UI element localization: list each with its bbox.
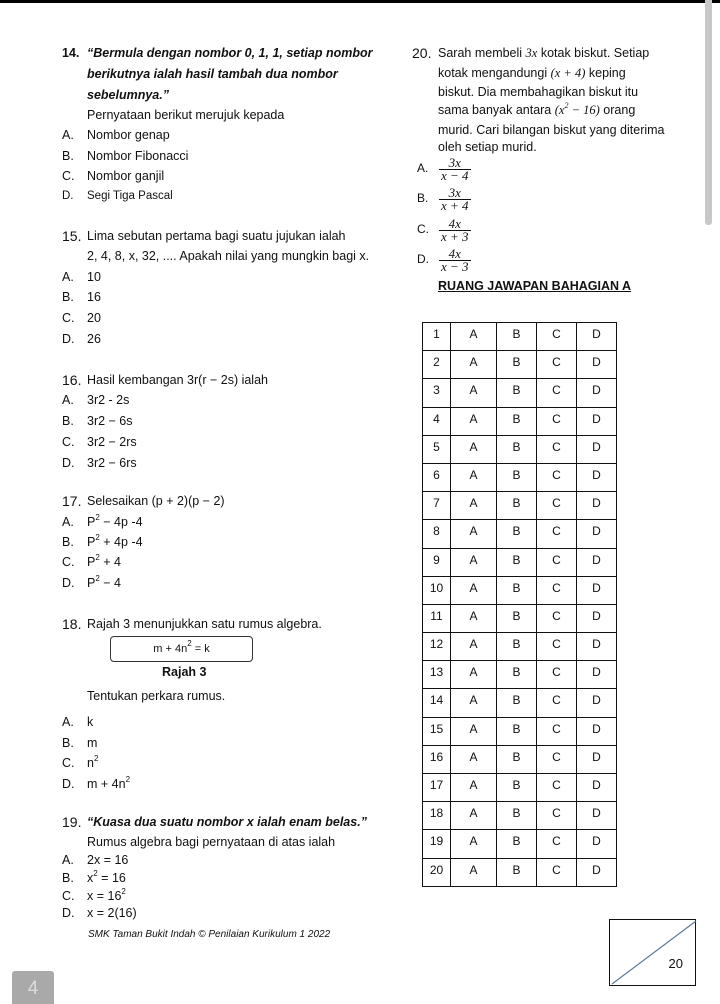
answer-choice-d[interactable]: D xyxy=(577,745,617,773)
answer-row-number: 17 xyxy=(423,774,451,802)
question-stem-line: oleh setiap murid. xyxy=(438,140,537,154)
option-text xyxy=(87,573,121,593)
option-text xyxy=(87,903,137,923)
question-stem-line: biskut. Dia membahagikan biskut itu xyxy=(438,85,639,99)
option-letter: D. xyxy=(62,456,75,470)
option-text: Nombor genap xyxy=(87,128,170,142)
figure-label: Rajah 3 xyxy=(162,665,207,679)
math-expression: (x + 4) xyxy=(550,66,586,80)
answer-choice-c[interactable]: C xyxy=(537,830,577,858)
fraction-denominator: x + 3 xyxy=(441,229,469,244)
answer-row xyxy=(423,323,617,351)
answer-choice-a[interactable]: A xyxy=(451,717,497,745)
answer-choice-c[interactable]: C xyxy=(537,689,577,717)
answer-choice-d[interactable]: D xyxy=(577,604,617,632)
answer-row-number: 5 xyxy=(423,435,451,463)
answer-row-number: 3 xyxy=(423,379,451,407)
answer-row-number: 19 xyxy=(423,830,451,858)
answer-choice-c[interactable]: C xyxy=(537,661,577,689)
question-stem: “Kuasa dua suatu nombor x ialah enam belas.” xyxy=(87,815,367,829)
answer-row-number: 15 xyxy=(423,717,451,745)
question-number: 20. xyxy=(412,45,432,61)
math-exponent: 2 xyxy=(125,775,131,784)
answer-choice-c[interactable]: C xyxy=(537,745,577,773)
page-number-badge: 4 xyxy=(12,971,54,1004)
option-letter: B. xyxy=(417,191,429,205)
option-letter: D. xyxy=(417,252,429,266)
option-letter: D. xyxy=(62,777,75,791)
formula-rest: = k xyxy=(191,643,210,655)
question-stem-line: “Bermula dengan nombor 0, 1, 1, setiap nombor xyxy=(87,46,373,60)
answer-choice-a[interactable]: A xyxy=(451,323,497,351)
text: sama banyak antara xyxy=(438,103,555,117)
fraction-numerator: 4x xyxy=(448,216,461,231)
option-text: 20 xyxy=(87,311,101,325)
option-text: 3r2 − 2rs xyxy=(87,435,137,449)
formula-box xyxy=(110,636,253,662)
question-stem-line: sebelumnya.” xyxy=(87,88,169,102)
question-stem: Rajah 3 menunjukkan satu rumus algebra. xyxy=(87,617,322,631)
answer-choice-d[interactable]: D xyxy=(577,774,617,802)
math-base: (x xyxy=(554,103,565,117)
answer-choice-d[interactable]: D xyxy=(577,379,617,407)
answer-row-number: 13 xyxy=(423,661,451,689)
answer-choice-b[interactable]: B xyxy=(497,604,537,632)
answer-choice-b[interactable]: B xyxy=(497,633,537,661)
option-text xyxy=(87,868,126,888)
answer-row-number: 6 xyxy=(423,463,451,491)
question-stem-line: Lima sebutan pertama bagi suatu jujukan ialah xyxy=(87,229,346,243)
option-letter: A. xyxy=(62,715,74,729)
option-text: Nombor ganjil xyxy=(87,169,165,183)
answer-choice-c[interactable]: C xyxy=(537,633,577,661)
answer-section-title: RUANG JAWAPAN BAHAGIAN A xyxy=(438,279,632,293)
answer-choice-a[interactable]: A xyxy=(451,745,497,773)
answer-choice-d[interactable]: D xyxy=(577,689,617,717)
answer-choice-c[interactable]: C xyxy=(537,407,577,435)
option-letter: A. xyxy=(62,853,74,867)
question-prompt: Tentukan perkara rumus. xyxy=(87,689,226,703)
math-exponent: 2 xyxy=(93,869,98,878)
answer-row-number: 10 xyxy=(423,576,451,604)
answer-row-number: 12 xyxy=(423,633,451,661)
answer-choice-a[interactable]: A xyxy=(451,463,497,491)
question-number: 18. xyxy=(62,616,82,632)
fraction-denominator: x + 4 xyxy=(441,198,469,213)
answer-choice-c[interactable]: C xyxy=(537,774,577,802)
answer-row xyxy=(423,633,617,661)
option-letter: C. xyxy=(62,311,75,325)
answer-choice-b[interactable]: B xyxy=(497,323,537,351)
answer-choice-b[interactable]: B xyxy=(497,774,537,802)
question-prompt: Pernyataan berikut merujuk kepada xyxy=(87,108,285,122)
answer-row-number: 2 xyxy=(423,351,451,379)
formula-exponent: 2 xyxy=(187,639,192,648)
question-stem: Hasil kembangan 3r(r − 2s) ialah xyxy=(87,373,268,387)
answer-choice-b[interactable]: B xyxy=(497,689,537,717)
option-letter: B. xyxy=(62,414,74,428)
answer-row xyxy=(423,802,617,830)
answer-choice-b[interactable]: B xyxy=(497,520,537,548)
option-letter: C. xyxy=(417,222,429,236)
text: kotak mengandungi xyxy=(438,66,551,80)
option-letter: A. xyxy=(62,270,74,284)
option-letter: B. xyxy=(62,149,74,163)
question-stem-line: berikutnya ialah hasil tambah dua nombor xyxy=(87,67,338,81)
answer-row xyxy=(423,492,617,520)
option-letter: C. xyxy=(62,169,75,183)
answer-choice-b[interactable]: B xyxy=(497,717,537,745)
question-stem: Selesaikan (p + 2)(p − 2) xyxy=(87,494,225,508)
top-border xyxy=(0,0,720,3)
math-base: x xyxy=(87,871,94,885)
answer-row xyxy=(423,604,617,632)
question-number: 19. xyxy=(62,814,82,830)
answer-choice-c[interactable]: C xyxy=(537,802,577,830)
answer-choice-b[interactable]: B xyxy=(497,661,537,689)
answer-choice-d[interactable]: D xyxy=(577,407,617,435)
option-text: 16 xyxy=(87,290,101,304)
math-base: P xyxy=(87,535,96,549)
answer-choice-a[interactable]: A xyxy=(451,604,497,632)
answer-choice-a[interactable]: A xyxy=(451,379,497,407)
math-base: k xyxy=(87,715,94,729)
option-letter: A. xyxy=(62,515,74,529)
answer-row-number: 7 xyxy=(423,492,451,520)
option-b[interactable] xyxy=(417,187,497,215)
answer-choice-c[interactable]: C xyxy=(537,858,577,886)
answer-row xyxy=(423,548,617,576)
answer-choice-a[interactable]: A xyxy=(451,689,497,717)
option-text xyxy=(87,552,121,572)
vertical-scrollbar[interactable] xyxy=(705,0,712,225)
answer-choice-b[interactable]: B xyxy=(497,351,537,379)
option-letter: D. xyxy=(62,576,75,590)
math-exponent: 2 xyxy=(121,887,126,896)
answer-choice-d[interactable]: D xyxy=(577,463,617,491)
question-stem-line xyxy=(438,100,635,120)
option-text xyxy=(87,532,143,552)
math-exponent: 2 xyxy=(95,574,100,583)
text: orang xyxy=(599,103,636,117)
diagonal-line xyxy=(612,921,696,984)
answer-choice-a[interactable]: A xyxy=(451,830,497,858)
math-exponent: 2 xyxy=(95,513,100,522)
answer-choice-a[interactable]: A xyxy=(451,576,497,604)
answer-choice-c[interactable]: C xyxy=(537,463,577,491)
answer-row xyxy=(423,830,617,858)
option-d[interactable] xyxy=(417,248,497,276)
answer-choice-c[interactable]: C xyxy=(537,717,577,745)
math-rest: − 4p -4 xyxy=(99,515,143,529)
option-text: 3r2 − 6rs xyxy=(87,456,137,470)
option-text: 3r2 − 6s xyxy=(87,414,133,428)
option-letter: A. xyxy=(62,393,74,407)
option-text: 10 xyxy=(87,270,101,284)
math-exponent: 2 xyxy=(95,533,100,542)
option-text: 3r2 - 2s xyxy=(87,393,130,407)
answer-choice-d[interactable]: D xyxy=(577,548,617,576)
answer-choice-d[interactable]: D xyxy=(577,435,617,463)
option-letter: D. xyxy=(62,190,74,202)
math-base: x = 2(16) xyxy=(87,906,137,920)
question-prompt: Rumus algebra bagi pernyataan di atas ialah xyxy=(87,835,336,849)
answer-choice-d[interactable]: D xyxy=(577,661,617,689)
footer-text: SMK Taman Bukit Indah © Penilaian Kurikulum 1 2022 xyxy=(88,929,331,940)
answer-row xyxy=(423,745,617,773)
math-expression: 3x xyxy=(525,46,538,60)
math-rest: + 4p -4 xyxy=(99,535,143,549)
option-text: Nombor Fibonacci xyxy=(87,149,189,163)
fraction-numerator: 3x xyxy=(448,185,461,200)
answer-choice-c[interactable]: C xyxy=(537,435,577,463)
math-rest: − 4 xyxy=(99,576,121,590)
answer-row xyxy=(423,774,617,802)
formula-base: m + 4n xyxy=(153,643,188,655)
answer-choice-b[interactable]: B xyxy=(497,830,537,858)
answer-choice-d[interactable]: D xyxy=(577,802,617,830)
answer-choice-b[interactable]: B xyxy=(497,407,537,435)
question-number: 15. xyxy=(62,228,82,244)
answer-row-number: 8 xyxy=(423,520,451,548)
answer-choice-c[interactable]: C xyxy=(537,492,577,520)
answer-choice-d[interactable]: D xyxy=(577,492,617,520)
answer-choice-a[interactable]: A xyxy=(451,802,497,830)
answer-choice-c[interactable]: C xyxy=(537,351,577,379)
math-base: 2x = 16 xyxy=(87,853,129,867)
answer-choice-a[interactable]: A xyxy=(451,492,497,520)
answer-row-number: 1 xyxy=(423,323,451,351)
option-text: Segi Tiga Pascal xyxy=(87,190,173,202)
option-letter: B. xyxy=(62,871,74,885)
answer-choice-b[interactable]: B xyxy=(497,463,537,491)
question-number: 16. xyxy=(62,372,82,388)
option-text xyxy=(87,712,93,732)
fraction-denominator: x − 3 xyxy=(441,259,469,274)
math-rest: − 16) xyxy=(568,103,600,117)
option-letter: C. xyxy=(62,889,75,903)
math-base: x = 16 xyxy=(87,889,122,903)
answer-choice-d[interactable]: D xyxy=(577,351,617,379)
answer-choice-c[interactable]: C xyxy=(537,604,577,632)
answer-choice-b[interactable]: B xyxy=(497,379,537,407)
fraction xyxy=(439,157,471,182)
answer-row-number: 9 xyxy=(423,548,451,576)
question-number: 14. xyxy=(62,46,80,60)
answer-choice-c[interactable]: C xyxy=(537,548,577,576)
answer-row xyxy=(423,661,617,689)
answer-choice-b[interactable]: B xyxy=(497,858,537,886)
answer-choice-b[interactable]: B xyxy=(497,745,537,773)
question-number: 17. xyxy=(62,493,82,509)
fraction xyxy=(439,248,471,273)
answer-row xyxy=(423,435,617,463)
option-letter: C. xyxy=(62,756,75,770)
score-box xyxy=(609,919,696,986)
answer-choice-a[interactable]: A xyxy=(451,858,497,886)
answer-choice-b[interactable]: B xyxy=(497,576,537,604)
math-base: P xyxy=(87,515,96,529)
math-exponent: 2 xyxy=(564,101,569,110)
option-text xyxy=(87,753,98,773)
option-c[interactable] xyxy=(417,218,497,246)
fraction-numerator: 4x xyxy=(448,246,461,261)
option-text xyxy=(87,512,143,532)
answer-row xyxy=(423,576,617,604)
option-letter: C. xyxy=(62,555,75,569)
math-base: P xyxy=(87,576,96,590)
text: Sarah membeli xyxy=(438,46,526,60)
answer-choice-d[interactable]: D xyxy=(577,633,617,661)
option-a[interactable] xyxy=(417,157,497,185)
option-letter: B. xyxy=(62,535,74,549)
answer-choice-a[interactable]: A xyxy=(451,774,497,802)
answer-row xyxy=(423,407,617,435)
answer-choice-a[interactable]: A xyxy=(451,435,497,463)
question-stem-line: 2, 4, 8, x, 32, .... Apakah nilai yang mungkin bagi x. xyxy=(87,249,370,263)
question-stem-line: murid. Cari bilangan biskut yang diterima xyxy=(438,123,665,137)
answer-row-number: 18 xyxy=(423,802,451,830)
math-expression xyxy=(555,103,600,117)
answer-row xyxy=(423,689,617,717)
math-rest: = 16 xyxy=(97,871,126,885)
answer-choice-d[interactable]: D xyxy=(577,717,617,745)
answer-row-number: 20 xyxy=(423,858,451,886)
option-letter: B. xyxy=(62,290,74,304)
answer-grid xyxy=(422,322,617,887)
fraction xyxy=(439,218,471,243)
fraction-numerator: 3x xyxy=(448,155,461,170)
question-stem-line xyxy=(438,63,626,83)
answer-choice-d[interactable]: D xyxy=(577,576,617,604)
fraction-denominator: x − 4 xyxy=(441,168,469,183)
answer-row xyxy=(423,379,617,407)
answer-choice-a[interactable]: A xyxy=(451,548,497,576)
text: keping xyxy=(585,66,626,80)
option-text xyxy=(87,733,97,753)
answer-choice-b[interactable]: B xyxy=(497,435,537,463)
option-letter: A. xyxy=(417,161,429,175)
answer-choice-d[interactable]: D xyxy=(577,830,617,858)
answer-choice-a[interactable]: A xyxy=(451,633,497,661)
math-base: m xyxy=(87,736,98,750)
answer-choice-d[interactable]: D xyxy=(577,323,617,351)
question-stem-line xyxy=(438,43,649,63)
option-letter: B. xyxy=(62,736,74,750)
answer-choice-d[interactable]: D xyxy=(577,520,617,548)
option-text xyxy=(87,850,128,870)
answer-row xyxy=(423,858,617,886)
math-base: P xyxy=(87,555,96,569)
option-letter: D. xyxy=(62,906,75,920)
math-rest: + 4 xyxy=(99,555,121,569)
option-letter: C. xyxy=(62,435,75,449)
math-exponent: 2 xyxy=(95,553,100,562)
math-base: n xyxy=(87,756,94,770)
answer-row-number: 11 xyxy=(423,604,451,632)
text: kotak biskut. Setiap xyxy=(537,46,650,60)
answer-row xyxy=(423,463,617,491)
option-text xyxy=(87,774,130,794)
answer-choice-b[interactable]: B xyxy=(497,802,537,830)
answer-choice-b[interactable]: B xyxy=(497,548,537,576)
fraction xyxy=(439,187,471,212)
math-base: m + 4n xyxy=(87,777,126,791)
answer-choice-a[interactable]: A xyxy=(451,351,497,379)
answer-choice-c[interactable]: C xyxy=(537,576,577,604)
score-diagonal xyxy=(610,920,697,987)
answer-choice-a[interactable]: A xyxy=(451,520,497,548)
option-text: 26 xyxy=(87,332,101,346)
answer-choice-c[interactable]: C xyxy=(537,379,577,407)
answer-choice-a[interactable]: A xyxy=(451,661,497,689)
math-exponent: 2 xyxy=(93,754,99,763)
answer-row xyxy=(423,520,617,548)
answer-choice-c[interactable]: C xyxy=(537,323,577,351)
answer-row-number: 14 xyxy=(423,689,451,717)
option-letter: D. xyxy=(62,332,75,346)
answer-row-number: 16 xyxy=(423,745,451,773)
max-marks: 20 xyxy=(668,956,683,971)
answer-choice-b[interactable]: B xyxy=(497,492,537,520)
answer-row xyxy=(423,717,617,745)
answer-choice-d[interactable]: D xyxy=(577,858,617,886)
answer-row-number: 4 xyxy=(423,407,451,435)
answer-choice-c[interactable]: C xyxy=(537,520,577,548)
option-letter: A. xyxy=(62,128,74,142)
answer-choice-a[interactable]: A xyxy=(451,407,497,435)
answer-row xyxy=(423,351,617,379)
